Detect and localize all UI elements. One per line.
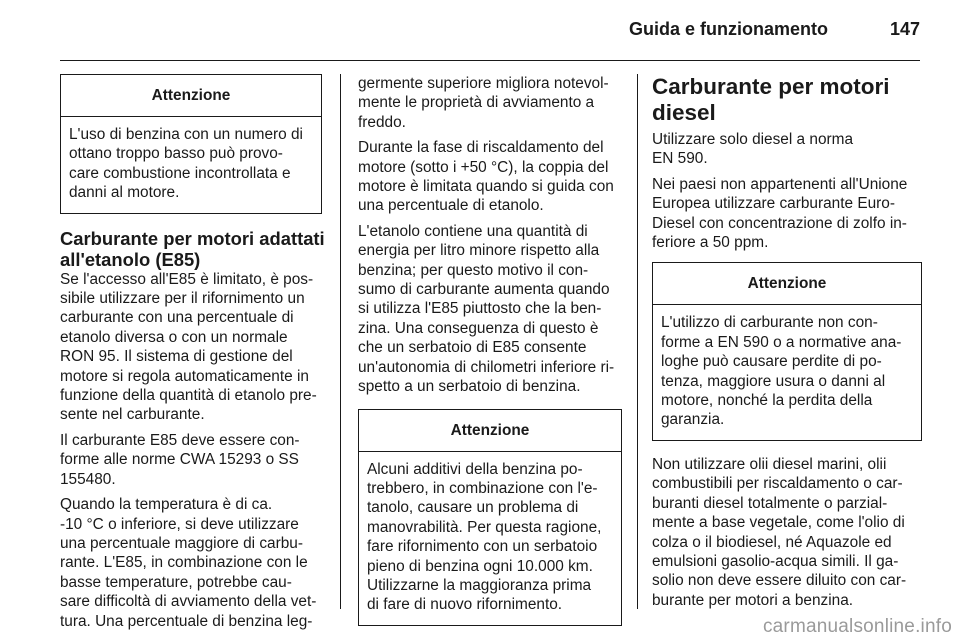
text-line: tura. Una percentuale di benzina leg- xyxy=(60,612,313,630)
text-line: EN 590. xyxy=(652,150,708,168)
paragraph xyxy=(652,175,922,253)
text-line: una percentuale di etanolo. xyxy=(358,197,544,215)
warning-body xyxy=(61,117,321,213)
warning-line: danni al motore. xyxy=(69,184,180,202)
warning-line: Utilizzarne la maggioranza prima xyxy=(367,576,592,594)
text-line: motore è limitata quando si guida con xyxy=(358,178,614,196)
paragraph xyxy=(652,130,922,169)
warning-box-1 xyxy=(60,74,322,214)
warning-box-3 xyxy=(652,262,922,440)
warning-line: pieno di benzina ogni 10.000 km. xyxy=(367,557,593,575)
heading-line: all'etanolo (E85) xyxy=(60,248,201,270)
text-line: feriore a 50 ppm. xyxy=(652,234,769,252)
text-line: L'etanolo contiene una quantità di xyxy=(358,222,588,240)
text-line: motore si regola automaticamente in xyxy=(60,367,309,385)
text-line: RON 95. Il sistema di gestione del xyxy=(60,348,293,366)
watermark-text: carmanualsonline.info xyxy=(762,616,952,637)
warning-line: Alcuni additivi della benzina po- xyxy=(367,460,583,478)
text-line: 155480. xyxy=(60,470,116,488)
text-line: Europea utilizzare carburante Euro- xyxy=(652,195,895,213)
paragraph xyxy=(60,495,322,631)
text-line: energia per litro minore rispetto alla xyxy=(358,242,600,260)
paragraph xyxy=(60,431,322,489)
text-line: sente nel carburante. xyxy=(60,406,205,424)
warning-line: manovrabilità. Per questa ragione, xyxy=(367,518,602,536)
text-line: rante. L'E85, in combinazione con le xyxy=(60,554,308,572)
text-line: un'autonomia di chilometri inferiore ri- xyxy=(358,358,615,376)
warning-body xyxy=(653,305,921,439)
section-heading-diesel xyxy=(652,74,922,126)
text-line: motore (sotto i +50 °C), la coppia del xyxy=(358,158,609,176)
column-divider-1 xyxy=(340,74,341,609)
warning-line: L'utilizzo di carburante non con- xyxy=(661,314,878,332)
text-line: spetto a un serbatoio di benzina. xyxy=(358,378,581,396)
paragraph xyxy=(358,222,622,397)
column-divider-2 xyxy=(637,74,638,609)
text-line: -10 °C o inferiore, si deve utilizzare xyxy=(60,515,299,533)
page-number: 147 xyxy=(889,19,920,39)
text-line: etanolo diversa o con un normale xyxy=(60,328,288,346)
paragraph xyxy=(60,270,322,425)
text-line: sumo di carburante aumenta quando xyxy=(358,281,610,299)
text-line: basse temperature, potrebbe cau- xyxy=(60,573,292,591)
paragraph xyxy=(358,138,622,216)
text-line: mente a base vegetale, come l'olio di xyxy=(652,514,905,532)
text-line: Il carburante E85 deve essere con- xyxy=(60,431,300,449)
text-line: Quando la temperatura è di ca. xyxy=(60,496,273,514)
warning-title: Attenzione xyxy=(653,263,921,305)
warning-body xyxy=(359,452,621,625)
text-line: che un serbatoio di E85 consente xyxy=(358,339,587,357)
warning-line: tanolo, causare un problema di xyxy=(367,499,579,517)
text-line: emulsioni gasolio-acqua simili. Il ga- xyxy=(652,552,899,570)
text-line: funzione della quantità di etanolo pre- xyxy=(60,387,317,405)
text-line: Se l'accesso all'E85 è limitato, è pos- xyxy=(60,270,314,288)
text-line: Durante la fase di riscaldamento del xyxy=(358,139,604,157)
text-line: freddo. xyxy=(358,113,406,131)
text-line: germente superiore migliora notevol- xyxy=(358,75,609,92)
text-line: burante per motori a benzina. xyxy=(652,591,854,609)
column-1 xyxy=(60,74,325,637)
text-line: solio non deve essere diluito con car- xyxy=(652,572,907,590)
warning-title: Attenzione xyxy=(359,410,621,452)
warning-line: trebbero, in combinazione con l'e- xyxy=(367,479,598,497)
text-line: sare difficoltà di avviamento della vet- xyxy=(60,593,317,611)
warning-line: forme a EN 590 o a normative ana- xyxy=(661,333,902,351)
warning-box-2 xyxy=(358,409,622,626)
warning-line: care combustione incontrollata e xyxy=(69,164,291,182)
text-line: Non utilizzare olii diesel marini, olii xyxy=(652,455,887,473)
section-title: Guida e funzionamento xyxy=(628,19,828,39)
warning-line: garanzia. xyxy=(661,411,725,429)
text-line: sibile utilizzare per il rifornimento un xyxy=(60,290,305,308)
text-line: Utilizzare solo diesel a norma xyxy=(652,131,854,148)
text-line: zina. Una conseguenza di questo è xyxy=(358,319,599,337)
text-line: una percentuale maggiore di carbu- xyxy=(60,534,303,552)
column-3 xyxy=(652,74,922,616)
text-line: combustibili per riscaldamento o car- xyxy=(652,475,903,493)
paragraph xyxy=(358,74,622,132)
warning-line: tenza, maggiore usura o danni al xyxy=(661,372,886,390)
warning-line: L'uso di benzina con un numero di xyxy=(69,126,303,143)
warning-line: ottano troppo basso può provo- xyxy=(69,145,283,163)
section-heading-e85 xyxy=(60,227,325,270)
text-line: colza o il biodiesel, né Aquazole ed xyxy=(652,533,892,551)
heading-line: Carburante per motori adattati xyxy=(60,227,325,249)
warning-title: Attenzione xyxy=(61,75,321,117)
text-line: Nei paesi non appartenenti all'Unione xyxy=(652,175,908,193)
heading-line: diesel xyxy=(652,100,716,125)
warning-line: fare rifornimento con un serbatoio xyxy=(367,538,598,556)
text-line: buranti diesel totalmente o parzial- xyxy=(652,494,888,512)
paragraph xyxy=(652,455,922,610)
text-line: benzina; per questo motivo il con- xyxy=(358,261,589,279)
text-line: Diesel con concentrazione di zolfo in- xyxy=(652,214,907,232)
text-line: mente le proprietà di avviamento a xyxy=(358,94,595,112)
warning-line: motore, nonché la perdita della xyxy=(661,392,873,410)
text-line: forme alle norme CWA 15293 o SS xyxy=(60,451,299,469)
heading-line: Carburante per motori xyxy=(652,74,890,99)
warning-line: loghe può causare perdite di po- xyxy=(661,353,882,371)
column-2 xyxy=(358,74,622,626)
text-line: si utilizza l'E85 piuttosto che la ben- xyxy=(358,300,602,318)
page-header xyxy=(60,0,920,61)
warning-line: di fare di nuovo rifornimento. xyxy=(367,596,563,614)
text-line: carburante con una percentuale di xyxy=(60,309,294,327)
